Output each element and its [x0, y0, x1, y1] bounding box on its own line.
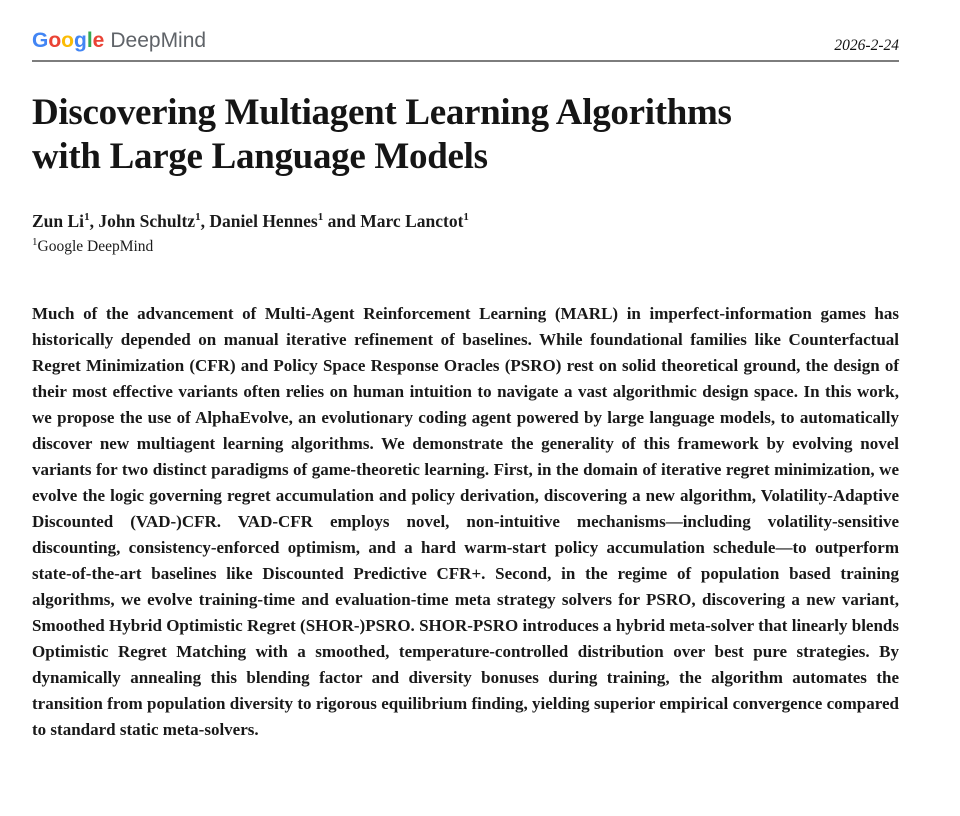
google-letter: G [32, 29, 49, 52]
affiliation-line [32, 237, 899, 257]
google-wordmark [32, 29, 104, 52]
google-letter: g [74, 29, 87, 52]
google-letter: o [48, 29, 62, 52]
title-line-1: Discovering Multiagent Learning Algorithms [32, 92, 732, 133]
author-name: Marc Lanctot [360, 211, 464, 231]
author-affiliation-sup: 1 [463, 211, 469, 224]
author-separator: , [200, 211, 210, 231]
google-letter: o [61, 29, 74, 52]
author-affiliation-sup: 1 [317, 211, 324, 224]
header-date: 2026-2-24 [834, 36, 899, 54]
affiliation-text: Google DeepMind [37, 238, 154, 255]
author-affiliation-sup: 1 [84, 211, 90, 224]
google-letter: e [92, 29, 105, 52]
author-name: John Schultz [98, 211, 196, 231]
affiliation-sup: 1 [32, 235, 38, 248]
author-name: Zun Li [32, 211, 85, 231]
author-separator: , [89, 211, 99, 231]
brand-logo [32, 30, 206, 51]
paper-title [32, 91, 899, 179]
author-separator: and [323, 211, 361, 231]
author-affiliation-sup: 1 [195, 211, 201, 224]
google-letter: l [86, 29, 93, 52]
deepmind-wordmark: DeepMind [110, 29, 207, 52]
title-line-2: with Large Language Models [32, 136, 488, 177]
authors-line [32, 210, 899, 232]
author-name: Daniel Hennes [209, 211, 318, 231]
header [32, 30, 899, 62]
abstract-paragraph: Much of the advancement of Multi-Agent Reinforcement Learning (MARL) in imperfect-information games has historically depended on manual iterative refinement of baselines. While foundational families like Counterfactual Regret Minimization (CFR) and Policy Space Response Oracles (PSRO) rest on solid theoretical ground, the design of their most effective variants often relies on human intuition to navigate a vast algorithmic design space. In this work, we propose the use of AlphaEvolve, an evolutionary coding agent powered by large language models, to automatically discover new multiagent learning algorithms. We demonstrate the generality of this framework by evolving novel variants for two distinct paradigms of game-theoretic learning. First, in the domain of iterative regret minimization, we evolve the logic governing regret accumulation and policy derivation, discovering a new algorithm, Volatility-Adaptive Discounted (VAD-)CFR. VAD-CFR employs novel, non-intuitive mechanisms—including volatility-sensitive discounting, consistency-enforced optimism, and a hard warm-start policy accumulation schedule—to outperform state-of-the-art baselines like Discounted Predictive CFR+. Second, in the regime of population based training algorithms, we evolve training-time and evaluation-time meta strategy solvers for PSRO, discovering a new variant, Smoothed Hybrid Optimistic Regret (SHOR-)PSRO. SHOR-PSRO introduces a hybrid meta-solver that linearly blends Optimistic Regret Matching with a smoothed, temperature-controlled distribution over best pure strategies. By dynamically annealing this blending factor and diversity bonuses during training, the algorithm automates the transition from population diversity to rigorous equilibrium finding, yielding superior empirical convergence compared to standard static meta-solvers. [32, 304, 899, 739]
